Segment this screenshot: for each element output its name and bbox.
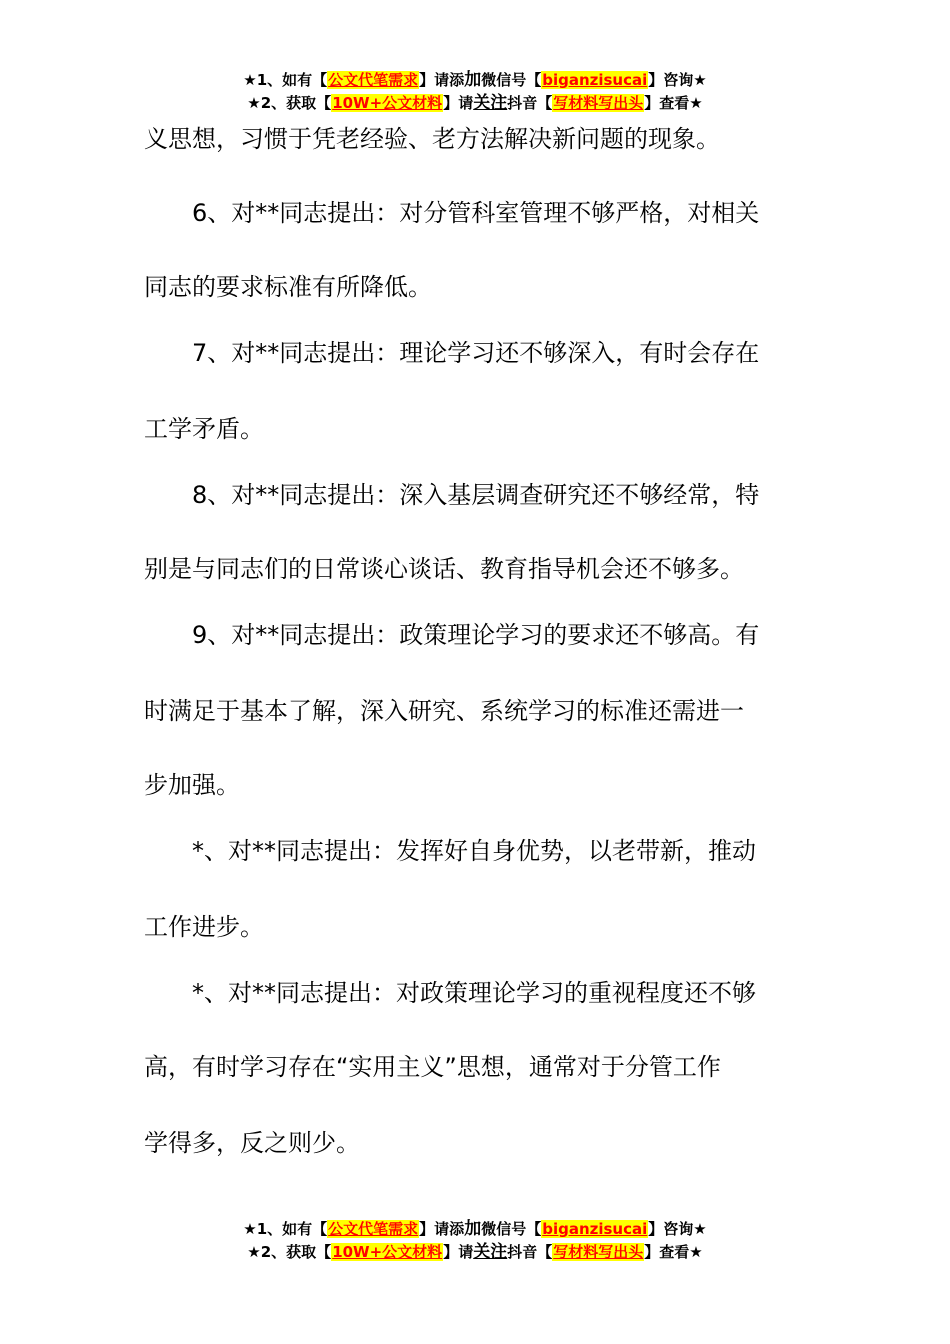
banner-text-underlined: 关注 <box>473 93 508 113</box>
body-line: 工作进步。 <box>144 913 264 941</box>
highlight-wechat-id: biganzisucai <box>542 1220 648 1238</box>
banner-line-2 <box>0 1241 950 1264</box>
highlight-douyin: 写材料写出头 <box>553 94 644 112</box>
banner-text-emphasis: 加 <box>464 1219 482 1239</box>
body-line: *、对**同志提出：对政策理论学习的重视程度还不够 <box>192 979 756 1007</box>
banner-text: 】请 <box>443 94 474 112</box>
banner-text: 】咨询★ <box>648 71 707 89</box>
banner-text: ★1、如有【 <box>243 1220 328 1238</box>
banner-text: 】查看★ <box>644 1243 703 1261</box>
banner-text: 微信号【 <box>481 1220 542 1238</box>
body-line: 工学矛盾。 <box>144 415 264 443</box>
highlight-materials: 10W+公文材料 <box>332 1243 443 1261</box>
highlight-wechat-id: biganzisucai <box>542 71 648 89</box>
highlight-service: 公文代笔需求 <box>328 1220 419 1238</box>
body-line: 8、对**同志提出：深入基层调查研究还不够经常，特 <box>192 481 760 509</box>
banner-text: 】请添 <box>419 71 465 89</box>
banner-text-underlined: 关注 <box>473 1242 508 1262</box>
body-line: 同志的要求标准有所降低。 <box>144 273 432 301</box>
banner-text: 抖音【 <box>507 94 553 112</box>
banner-text-emphasis: 加 <box>464 70 482 90</box>
highlight-douyin: 写材料写出头 <box>553 1243 644 1261</box>
body-line: 高，有时学习存在“实用主义”思想，通常对于分管工作 <box>144 1053 721 1081</box>
body-line: 学得多，反之则少。 <box>144 1129 360 1157</box>
header-banner <box>0 69 950 115</box>
body-line: 7、对**同志提出：理论学习还不够深入，有时会存在 <box>192 339 760 367</box>
banner-text: 】查看★ <box>644 94 703 112</box>
banner-line-1 <box>0 69 950 92</box>
banner-text: ★1、如有【 <box>243 71 328 89</box>
banner-text: 】咨询★ <box>648 1220 707 1238</box>
highlight-service: 公文代笔需求 <box>328 71 419 89</box>
body-line: *、对**同志提出：发挥好自身优势，以老带新，推动 <box>192 837 756 865</box>
body-line: 9、对**同志提出：政策理论学习的要求还不够高。有 <box>192 621 760 649</box>
banner-text: 微信号【 <box>481 71 542 89</box>
banner-line-2 <box>0 92 950 115</box>
body-line: 别是与同志们的日常谈心谈话、教育指导机会还不够多。 <box>144 555 744 583</box>
body-line: 义思想，习惯于凭老经验、老方法解决新问题的现象。 <box>144 125 720 153</box>
body-line: 步加强。 <box>144 771 240 799</box>
banner-text: ★2、获取【 <box>247 1243 332 1261</box>
body-line: 6、对**同志提出：对分管科室管理不够严格，对相关 <box>192 199 760 227</box>
banner-text: 抖音【 <box>507 1243 553 1261</box>
banner-text: 】请 <box>443 1243 474 1261</box>
banner-line-1 <box>0 1218 950 1241</box>
banner-text: ★2、获取【 <box>247 94 332 112</box>
footer-banner <box>0 1218 950 1264</box>
body-line: 时满足于基本了解，深入研究、系统学习的标准还需进一 <box>144 697 744 725</box>
banner-text: 】请添 <box>419 1220 465 1238</box>
highlight-materials: 10W+公文材料 <box>332 94 443 112</box>
